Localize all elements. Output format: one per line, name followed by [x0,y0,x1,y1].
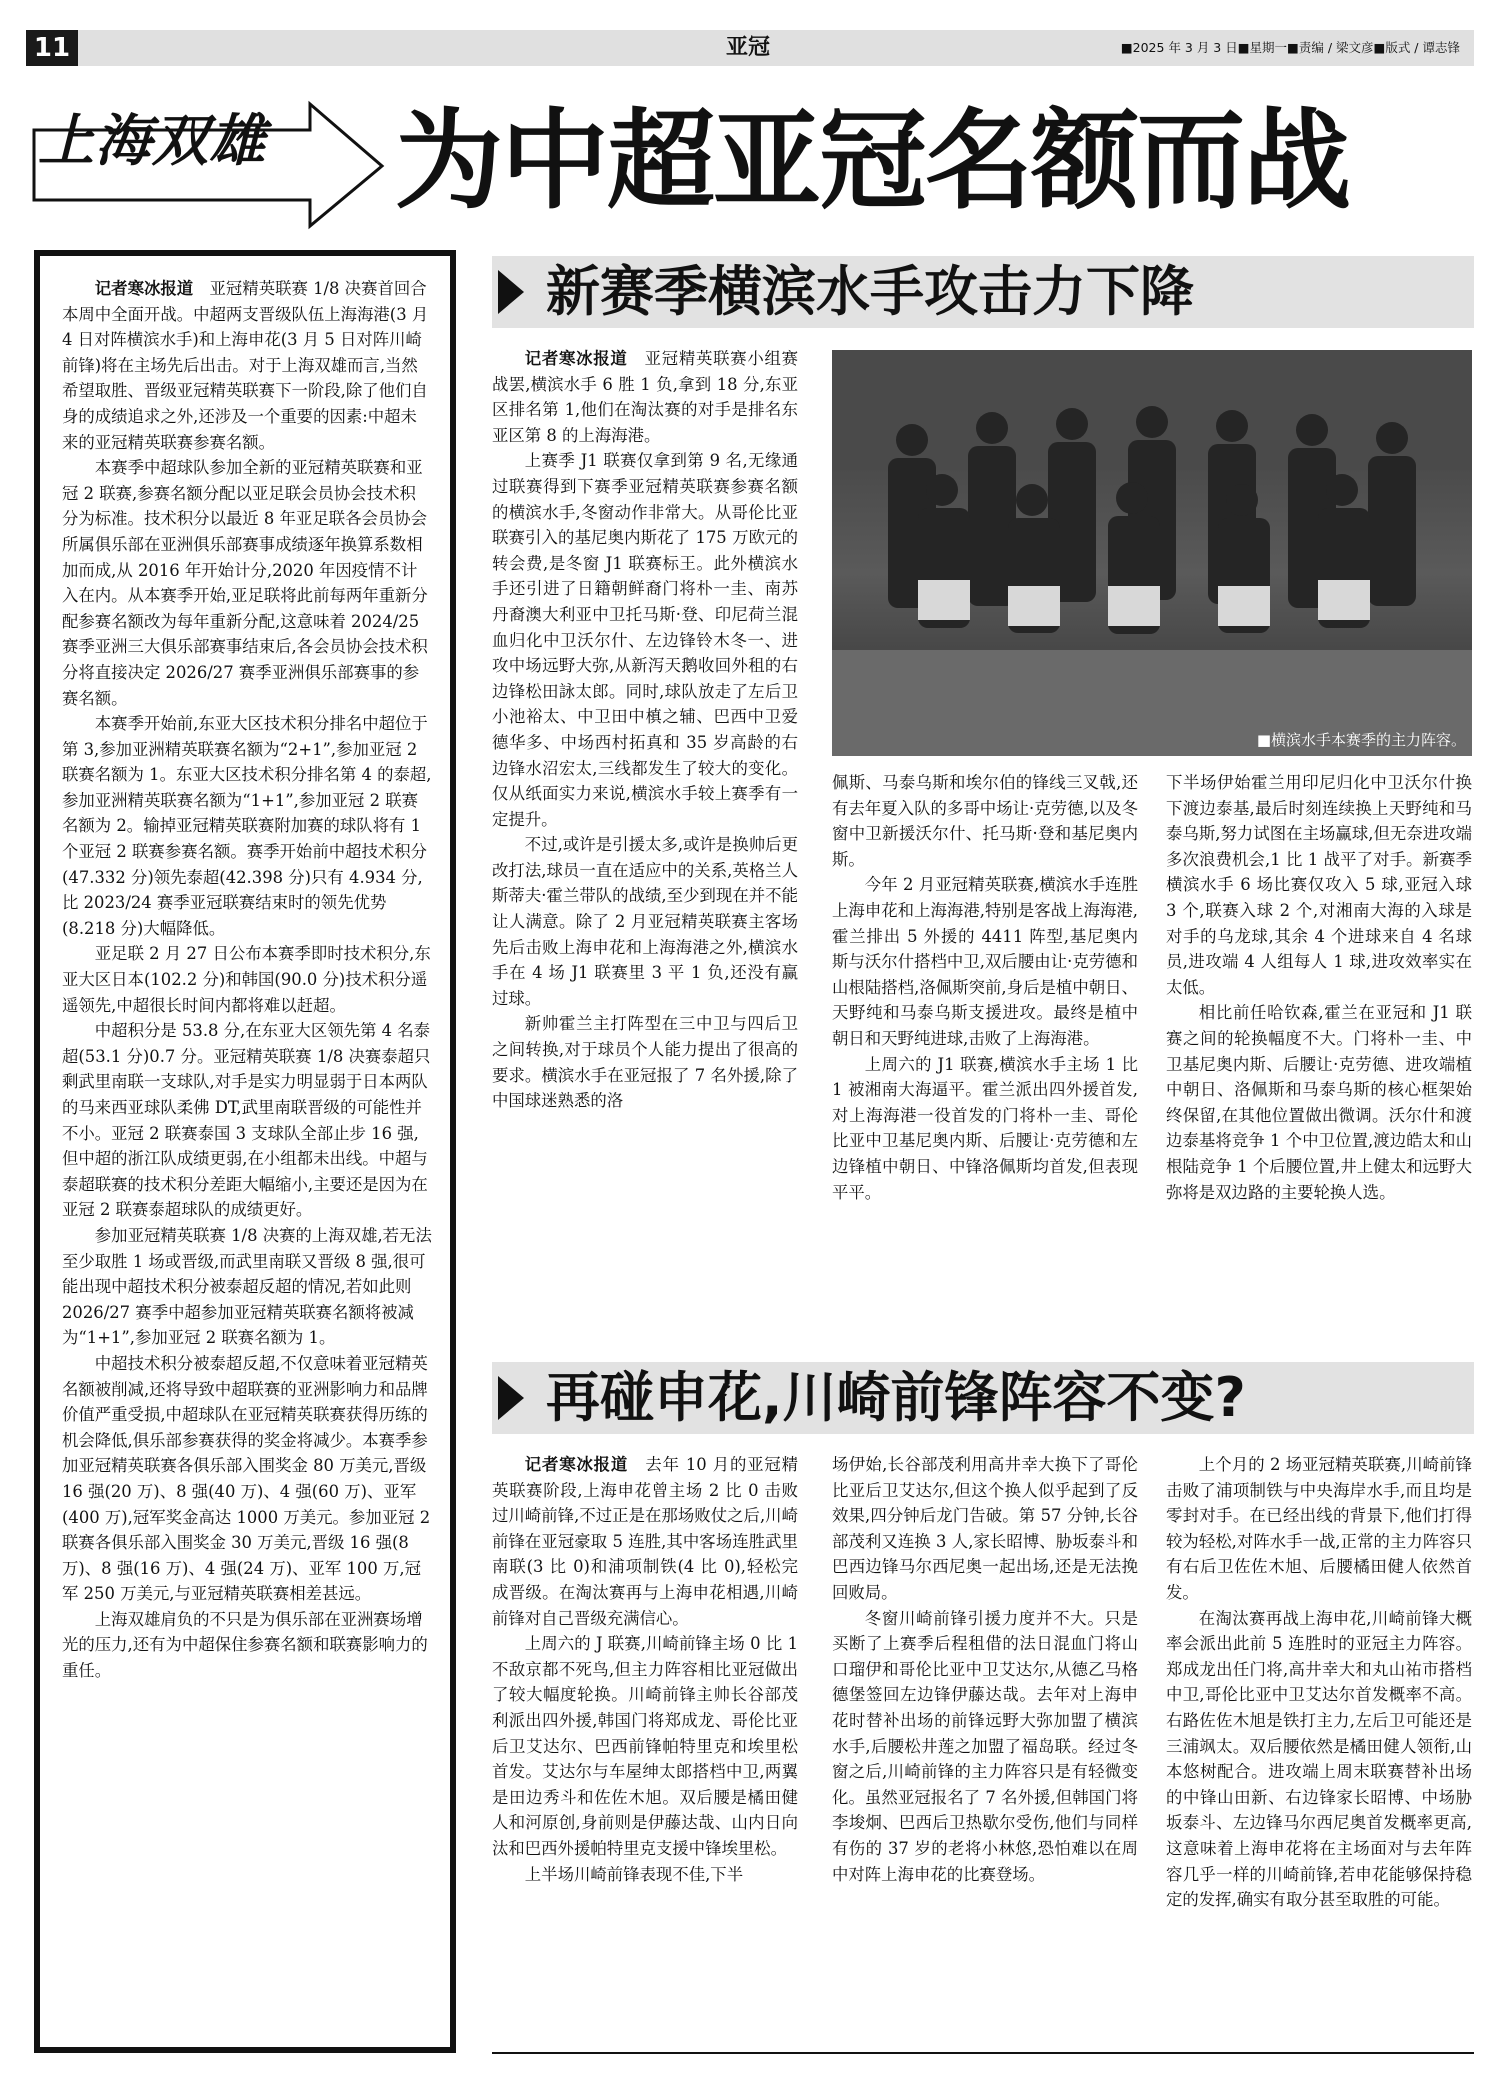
sidebar-paragraph: 本赛季开始前,东亚大区技术积分排名中超位于第 3,参加亚洲精英联赛名额为“2+1”,参加亚冠 2 联赛名额为 1。东亚大区技术积分排名第 4 的泰超,参加亚洲精英联赛名额为“1+1”,参加亚冠 2 联赛名额为 2。输掉亚冠精英联赛附加赛的球队将有 1 个亚冠 2 联赛参赛名额。赛季开始前中超技术积分(47.332 分)领先泰超(42.398 分)只有 4.934 分,比 2023/24 赛季亚冠联赛结束时的领先优势(8.218 分)大幅降低。 [62,714,432,938]
story1-column-1 [492,346,798,1114]
header-info: ■2025 年 3 月 3 日■星期一■责编 / 梁文彦■版式 / 谭志锋 [1120,40,1460,55]
page-header [26,30,1474,66]
sidebar-paragraph: 中超积分是 53.8 分,在东亚大区领先第 4 名泰超(53.1 分)0.7 分。亚冠精英联赛 1/8 决赛泰超只剩武里南联一支球队,对手是实力明显弱于日本两队的马来西亚球队柔佛 DT,武里南联晋级的可能性并不小。亚冠 2 联赛泰国 3 支球队全部止步 16 强,但中超的浙江队成绩更弱,在小组都未出线。中超与泰超联赛的技术积分差距大幅缩小,主要还是因为在亚冠 2 联赛泰超球队的成绩更好。 [62,1021,431,1220]
story1-column-3 [1166,770,1472,1205]
byline: 记者寒冰报道 [94,279,194,298]
story1-paragraph: 下半场伊始霍兰用印尼归化中卫沃尔什换下渡边泰基,最后时刻连续换上天野纯和马泰乌斯,努力试图在主场赢球,但无奈进攻端多次浪费机会,1 比 1 战平了对手。新赛季横滨水手 6 场比赛仅攻入 5 球,亚冠入球 3 个,联赛入球 2 个,对湘南大海的入球是对手的乌龙球,其余 4 个进球来自 4 名球员,进攻端 4 人组每人 1 球,进攻效率实在太低。 [1166,773,1472,997]
story2-column-1 [492,1452,798,1887]
story1-subhead-bar [492,256,1474,328]
story1-paragraph: 不过,或许是引援太多,或许是换帅后更改打法,球员一直在适应中的关系,英格兰人斯蒂夫·霍兰带队的战绩,至少到现在并不能让人满意。除了 2 月亚冠精英联赛主客场先后击败上海申花和上海海港之外,横滨水手在 4 场 J1 联赛里 3 平 1 负,还没有赢过球。 [492,835,798,1008]
sidebar-paragraph: 中超技术积分被泰超反超,不仅意味着亚冠精英名额被削减,还将导致中超联赛的亚洲影响力和品牌价值严重受损,中超球队在亚冠精英联赛获得历练的机会降低,俱乐部参赛获得的奖金将减少。本赛季参加亚冠精英联赛各俱乐部入围奖金 80 万美元,晋级 16 强(20 万)、8 强(40 万)、4 强(60 万)、亚军(400 万),冠军奖金高达 1000 万美元。参加亚冠 2 联赛各俱乐部入围奖金 30 万美元,晋级 16 强(8 万)、8 强(16 万)、4 强(24 万)、亚军 100 万,冠军 250 万美元,与亚冠精英联赛相差甚远。 [62,1353,431,1604]
photo-caption: ■横滨水手本赛季的主力阵容。 [1256,731,1466,749]
sidebar-paragraph: 亚足联 2 月 27 日公布本赛季即时技术积分,东亚大区日本(102.2 分)和韩国(90.0 分)技术积分遥遥领先,中超很长时间内都将难以赶超。 [62,944,431,1015]
story2-subhead-bar [492,1362,1474,1434]
story1-column-2 [832,770,1138,1205]
sidebar-paragraph: 参加亚冠精英联赛 1/8 决赛的上海双雄,若无法至少取胜 1 场或晋级,而武里南联又晋级 8 强,很可能出现中超技术积分被泰超反超的情况,若如此则 2026/27 赛季中超参加亚冠精英联赛名额将被减为“1+1”,参加亚冠 2 联赛名额为 1。 [62,1225,432,1348]
story1-paragraph: 相比前任哈钦森,霍兰在亚冠和 J1 联赛之间的轮换幅度不大。门将朴一圭、中卫基尼奥内斯、后腰让·克劳德、进攻端植中朝日、洛佩斯和马泰乌斯的核心框架始终保留,在其他位置做出微调。沃尔什和渡边泰基将竞争 1 个中卫位置,渡边皓太和山根陆竞争 1 个后腰位置,井上健太和远野大弥将是双边路的主要轮换人选。 [1166,1003,1472,1202]
story2-paragraph: 记者寒冰报道 去年 10 月的亚冠精英联赛阶段,上海申花曾主场 2 比 0 击败过川崎前锋,不过正是在那场败仗之后,川崎前锋在亚冠豪取 5 连胜,其中客场连胜武里南联(3 比 0)和浦项制铁(4 比 0),轻松完成晋级。在淘汰赛再与上海申花相遇,川崎前锋对自己晋级充满信心。 [492,1455,798,1628]
byline: 记者寒冰报道 [524,349,628,368]
sidebar-paragraph: 上海双雄肩负的不只是为俱乐部在亚洲赛场增光的压力,还有为中超保住参赛名额和联赛影响力的重任。 [62,1609,428,1681]
story2-paragraph: 场伊始,长谷部茂利用高井幸大换下了哥伦比亚后卫艾达尔,但这个换人似乎起到了反效果,四分钟后龙门告破。第 57 分钟,长谷部茂利又连换 3 人,家长昭博、胁坂泰斗和巴西边锋马尔西尼奥一起出场,还是无法挽回败局。 [832,1455,1138,1602]
story2-paragraph: 在淘汰赛再战上海申花,川崎前锋大概率会派出此前 5 连胜时的亚冠主力阵容。郑成龙出任门将,高井幸大和丸山祐市搭档中卫,哥伦比亚中卫艾达尔首发概率不高。右路佐佐木旭是铁打主力,左后卫可能还是三浦飒太。双后腰依然是橘田健人领衔,山本悠树配合。进攻端上周末联赛替补出场的中锋山田新、右边锋家长昭博、中场胁坂泰斗、左边锋马尔西尼奥首发概率更高,这意味着上海申花将在主场面对与去年阵容几乎一样的川崎前锋,若申花能够保持稳定的发挥,确实有取分甚至取胜的可能。 [1166,1608,1472,1910]
bottom-rule [492,2052,1474,2054]
triangle-icon [498,1376,524,1420]
story1-paragraph: 新帅霍兰主打阵型在三中卫与四后卫之间转换,对于球员个人能力提出了很高的要求。横滨水手在亚冠报了 7 名外援,除了中国球迷熟悉的洛 [492,1014,798,1111]
story1-paragraph: 上赛季 J1 联赛仅拿到第 9 名,无缘通过联赛得到下赛季亚冠精英联赛参赛名额的横滨水手,冬窗动作非常大。从哥伦比亚联赛引入的基尼奥内斯花了 175 万欧元的转会费,是冬窗 J1 联赛标王。此外横滨水手还引进了日籍朝鲜裔门将朴一圭、南苏丹裔澳大利亚中卫托马斯·登、印尼荷兰混血归化中卫沃尔什、左边锋铃木冬一、进攻中场远野大弥,从新泻天鹅收回外租的右边锋松田詠太郎。同时,球队放走了左后卫小池裕太、中卫田中槙之辅、巴西中卫爱德华多、中场西村拓真和 35 岁高龄的右边锋水沼宏太,三线都发生了较大的变化。仅从纸面实力来说,横滨水手较上赛季有一定提升。 [492,451,798,829]
story2-column-3 [1166,1452,1472,1913]
page-number: 11 [26,30,78,66]
story1-paragraph: 上周六的 J1 联赛,横滨水手主场 1 比 1 被湘南大海逼平。霍兰派出四外援首发,对上海海港一役首发的门将朴一圭、哥伦比亚中卫基尼奥内斯、后腰让·克劳德和左边锋植中朝日、中锋洛佩斯均首发,但表现平平。 [832,1054,1138,1202]
team-photo [832,350,1472,756]
story1-paragraph: 佩斯、马泰乌斯和埃尔伯的锋线三叉戟,还有去年夏入队的多哥中场让·克劳德,以及冬窗中卫新援沃尔什、托马斯·登和基尼奥内斯。 [832,773,1138,869]
story2-subhead: 再碰申花,川崎前锋阵容不变? [546,1366,1246,1429]
team-photo-image [832,350,1472,756]
story2-paragraph: 冬窗川崎前锋引援力度并不大。只是买断了上赛季后程租借的法日混血门将山口瑠伊和哥伦比亚中卫艾达尔,从德乙马格德堡签回左边锋伊藤达哉。去年对上海申花时替补出场的前锋远野大弥加盟了横滨水手,后腰松井莲之加盟了福岛联。经过冬窗之后,川崎前锋的主力阵容只是有轻微变化。虽然亚冠报名了 7 名外援,但韩国门将李埈炯、巴西后卫热歇尔受伤,他们与同样有伤的 37 岁的老将小林悠,恐怕难以在周中对阵上海申花的比赛登场。 [832,1608,1138,1884]
story1-subhead: 新赛季横滨水手攻击力下降 [546,260,1194,323]
sidebar-paragraph: 本赛季中超球队参加全新的亚冠精英联赛和亚冠 2 联赛,参赛名额分配以亚足联会员协会技术积分为标准。技术积分以最近 8 年亚足联各会员协会所属俱乐部在亚洲俱乐部赛事成绩逐年换算系数相加而成,从 2016 年开始计分,2020 年因疫情不计入在内。从本赛季开始,亚足联将此前每两年重新分配参赛名额改为每年重新分配,这意味着 2024/25 赛季亚洲三大俱乐部赛事结束后,各会员协会技术积分将直接决定 2026/27 赛季亚洲俱乐部赛事的参赛名额。 [62,458,428,708]
story2-column-2 [832,1452,1138,1887]
story2-paragraph: 上个月的 2 场亚冠精英联赛,川崎前锋击败了浦项制铁与中央海岸水手,而且均是零封对手。在已经出线的背景下,他们打得较为轻松,对阵水手一战,正常的主力阵容只有右后卫佐佐木旭、后腰橘田健人依然首发。 [1166,1455,1472,1602]
story1-paragraph: 今年 2 月亚冠精英联赛,横滨水手连胜上海申花和上海海港,特别是客战上海海港,霍兰排出 5 外援的 4411 阵型,基尼奥内斯与沃尔什搭档中卫,双后腰由让·克劳德和山根陆搭档,洛佩斯突前,身后是植中朝日、天野纯和马泰乌斯支援进攻。最终是植中朝日和天野纯进球,击败了上海海港。 [832,875,1138,1048]
sidebar-article [34,250,456,2053]
story2-paragraph: 上周六的 J 联赛,川崎前锋主场 0 比 1 不敌京都不死鸟,但主力阵容相比亚冠做出了较大幅度轮换。川崎前锋主帅长谷部茂利派出四外援,韩国门将郑成龙、哥伦比亚后卫艾达尔、巴西前锋帕特里克和埃里松首发。艾达尔与车屋绅太郎搭档中卫,两翼是田边秀斗和佐佐木旭。双后腰是橘田健人和河原创,身前则是伊藤达哉、山内日向汰和巴西外援帕特里克支援中锋埃里松。 [492,1634,798,1858]
section-name: 亚冠 [726,35,771,60]
story2-paragraph: 上半场川崎前锋表现不佳,下半 [524,1864,744,1884]
sidebar-paragraph: 记者寒冰报道 亚冠精英联赛 1/8 决赛首回合本周中全面开战。中超两支晋级队伍上海海港(3 月 4 日对阵横滨水手)和上海申花(3 月 5 日对阵川崎前锋)将在主场先后出击。对于上海双雄而言,当然希望取胜、晋级亚冠精英联赛下一阶段,除了他们自身的成绩追求之外,还涉及一个重要的因素:中超未来的亚冠精英联赛参赛名额。 [62,279,429,452]
story1-paragraph: 记者寒冰报道 亚冠精英联赛小组赛战罢,横滨水手 6 胜 1 负,拿到 18 分,东亚区排名第 1,他们在淘汰赛的对手是排名东亚区第 8 的上海海港。 [492,349,799,445]
byline: 记者寒冰报道 [524,1455,629,1474]
triangle-icon [498,270,524,314]
page-headline: 为中超亚冠名额而战 [395,99,1350,224]
kicker: 上海双雄 [38,109,266,174]
